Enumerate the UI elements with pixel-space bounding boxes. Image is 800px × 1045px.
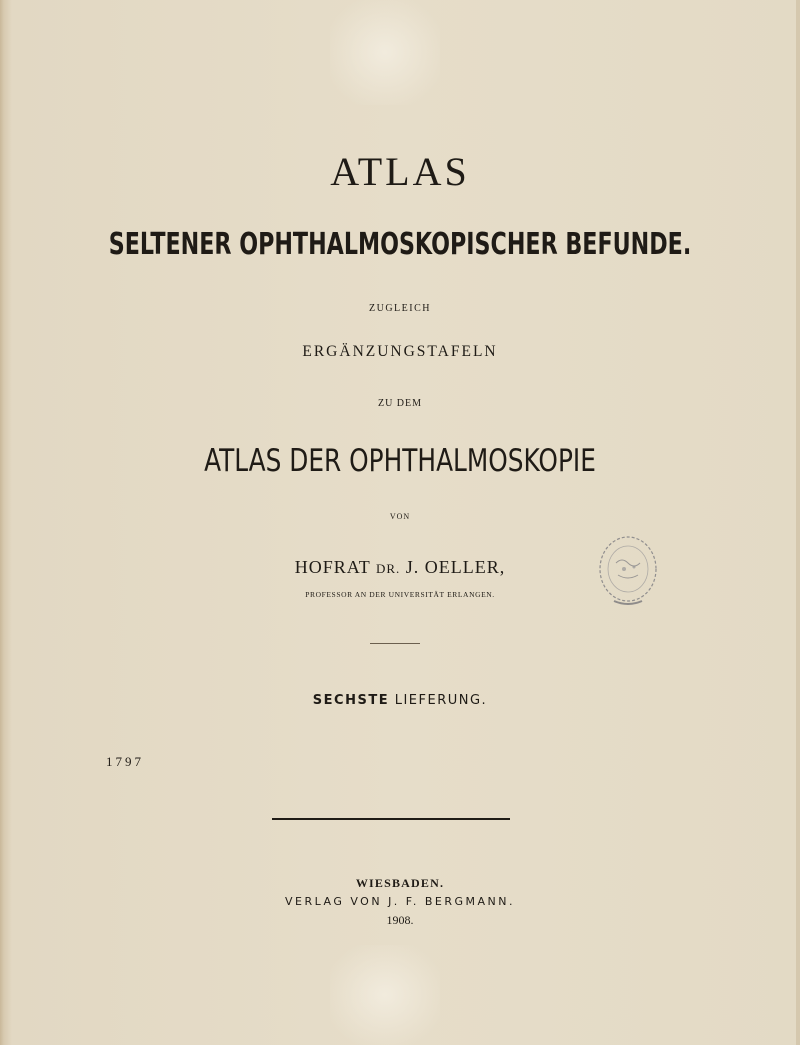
author-prefix: HOFRAT	[294, 557, 376, 577]
library-stamp-icon	[594, 527, 662, 607]
zu-dem-text: ZU DEM	[377, 398, 423, 409]
paper-fold-mark-bottom	[330, 945, 440, 1045]
author-line	[0, 557, 800, 578]
main-title: ATLAS	[330, 149, 470, 194]
short-divider	[370, 643, 420, 644]
ergaenzung-text: ERGÄNZUNGSTAFELN	[302, 343, 498, 360]
professor-text: PROFESSOR AN DER UNIVERSITÄT ERLANGEN.	[305, 590, 495, 599]
atlas-der-ophthalmoskopie: ATLAS DER OPHTHALMOSKOPIE	[204, 443, 596, 479]
paper-fold-mark-top	[330, 0, 440, 105]
lieferung-word: LIEFERUNG.	[394, 693, 488, 708]
publisher-name: VERLAG VON J. F. BERGMANN.	[285, 895, 515, 908]
publisher-city: WIESBADEN.	[355, 876, 445, 890]
lieferung-line	[0, 693, 800, 708]
zugleich-text: ZUGLEICH	[369, 303, 431, 314]
catalog-number: 1797	[106, 754, 144, 769]
publication-year: 1908.	[386, 913, 414, 927]
author-dr: DR.	[375, 561, 401, 576]
author-name: J. OELLER,	[400, 557, 506, 577]
lieferung-number: SECHSTE	[312, 693, 390, 708]
subtitle: SELTENER OPHTHALMOSKOPISCHER BEFUNDE.	[108, 227, 692, 262]
von-text: VON	[389, 512, 411, 521]
thick-divider	[272, 818, 510, 820]
